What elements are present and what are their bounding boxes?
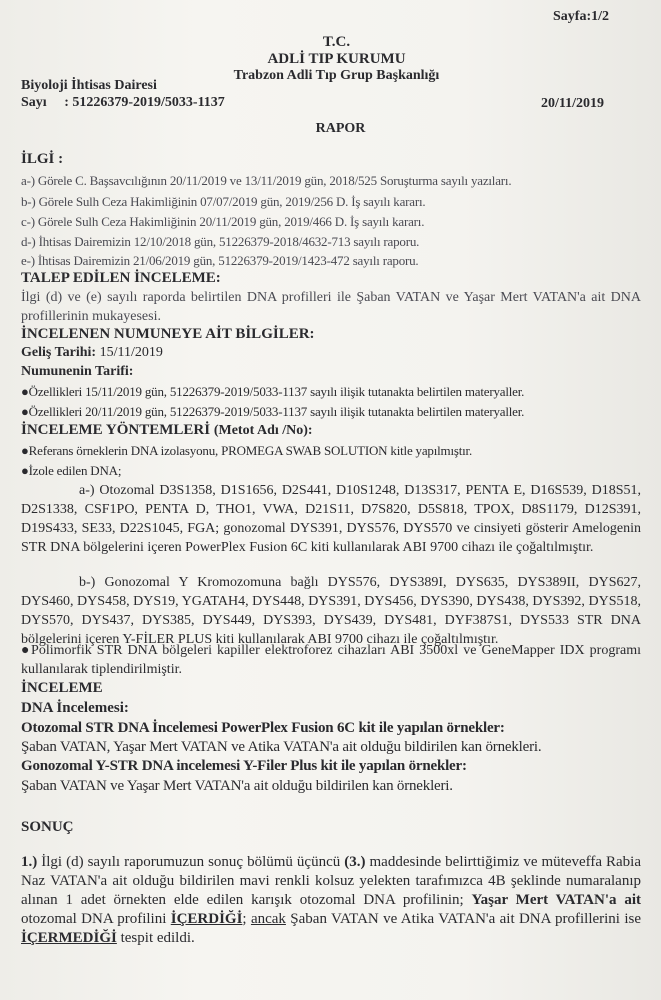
numune-item-2: ●Özellikleri 20/11/2019 gün, 51226379-2019/5033-1137 sayılı ilişik tutanakta belirtilen materyaller. bbox=[21, 404, 525, 419]
numune-item-1: ●Özellikleri 15/11/2019 gün, 51226379-2019/5033-1137 sayılı ilişik tutanakta belirtilen materyaller. bbox=[21, 384, 525, 399]
sonuc-part-e: otozomal DNA profilini bbox=[21, 911, 171, 927]
otozomal-heading: Otozomal STR DNA İncelemesi PowerPlex Fusion 6C kit ile yapılan örnekler: bbox=[21, 720, 505, 736]
header-tc: T.C. bbox=[322, 34, 351, 50]
header-number-value: : 51226379-2019/5033-1137 bbox=[64, 95, 225, 110]
yontem-heading-sub: (Metot Adı /No): bbox=[213, 423, 313, 438]
sonuc-part-a: İlgi (d) sayılı raporumuzun sonuç bölümü üçüncü bbox=[37, 854, 345, 870]
tarif-label: Numunenin Tarifi: bbox=[21, 364, 134, 379]
ilgi-heading: İLGİ : bbox=[21, 151, 64, 167]
header-number bbox=[21, 95, 225, 111]
gelis-value: 15/11/2019 bbox=[99, 345, 163, 360]
header-branch: Trabzon Adli Tıp Grup Başkanlığı bbox=[233, 68, 440, 83]
yontem-ref: ●Referans örneklerin DNA izolasyonu, PROMEGA SWAB SOLUTION kitle yapılmıştır. bbox=[21, 443, 473, 458]
yontem-izole: ●İzole edilen DNA; bbox=[21, 463, 122, 478]
sonuc-part-i: Şaban VATAN ve Atika VATAN'a ait DNA profillerini ise bbox=[285, 911, 641, 927]
sonuc-ancak: ancak bbox=[250, 911, 286, 927]
sonuc-heading: SONUÇ bbox=[21, 819, 74, 835]
header-institution: ADLİ TIP KURUMU bbox=[267, 51, 406, 67]
gelis-label: Geliş Tarihi: bbox=[21, 345, 97, 360]
yontem-poli: ●Polimorfik STR DNA bölgeleri kapiller elektroforez cihazları ABI 3500xl ve GeneMapper IDX programı kullanılarak tiplendirilmiştir. bbox=[21, 643, 641, 677]
page-number: Sayfa:1/2 bbox=[553, 9, 609, 24]
otozomal-text: Şaban VATAN, Yaşar Mert VATAN ve Atika VATAN'a ait olduğu bildirilen kan örnekleri. bbox=[21, 739, 542, 755]
report-title: RAPOR bbox=[315, 121, 366, 136]
header-number-label: Sayı bbox=[21, 95, 47, 110]
inceleme-heading: İNCELEME bbox=[21, 680, 103, 696]
sonuc-icerdigi: İÇERDİĞİ bbox=[170, 911, 243, 927]
yontem-b-text: b-) Gonozomal Y Kromozomuna bağlı DYS576, DYS389I, DYS635, DYS389II, DYS627, DYS460, DYS458, DYS19, YGATAH4, DYS448, DYS391, DYS456, DYS390, DYS438, DYS392, DYS518, DYS570, DYS437, DYS385, DYS449, DYS393, DYS439, DYS481, DYF387S1, DYS533 STR DNA bölgelerini içeren Y-FİLER PLUS kiti kullanılarak ABI 9700 cihazı ile çoğaltılmıştır. bbox=[21, 575, 641, 647]
sonuc-part-c: maddesinde belirttiğimiz ve müteveffa Rabia Naz VATAN'a ait olduğu bildirilen mavi renkli kolsuz yelekten tarafımızca 4B şeklinde numaralanıp alınan 1 adet örnekten elde edilen karışık otozomal DNA profilinin; bbox=[21, 854, 642, 908]
header-date: 20/11/2019 bbox=[541, 96, 605, 111]
sonuc-part-k: tespit edildi. bbox=[116, 930, 195, 946]
sonuc-part-g: ; bbox=[242, 911, 251, 927]
yontem-a-text: a-) Otozomal D3S1358, D1S1656, D2S441, D10S1248, D13S317, PENTA E, D16S539, D18S51, D2S1338, CSF1PO, PENTA D, THO1, VWA, D21S11, D7S820, D5S818, TPOX, D8S1179, D12S391, D19S433, SE33, D22S1045, FGA; gonozomal DYS391, DYS576, DYS570 ve cinsiyeti gösterir Amelogenin STR DNA bölgelerini içeren PowerPlex Fusion 6C kiti kullanılarak ABI 9700 cihazı ile çoğaltılmıştır. bbox=[21, 483, 641, 555]
gelis-tarihi bbox=[21, 345, 163, 361]
header-department: Biyoloji İhtisas Dairesi bbox=[21, 78, 157, 93]
y-heading: Gonozomal Y-STR DNA incelemesi Y-Filer Plus kit ile yapılan örnekler: bbox=[21, 758, 467, 774]
sonuc-icermedigi: İÇERMEDİĞİ bbox=[21, 930, 117, 946]
sonuc-paragraph bbox=[21, 853, 641, 948]
ilgi-item-c: c-) Görele Sulh Ceza Hakimliğinin 20/11/2019 gün, 2019/466 D. İş sayılı kararı. bbox=[21, 214, 425, 229]
ilgi-item-b: b-) Görele Sulh Ceza Hakimliğinin 07/07/2019 gün, 2019/256 D. İş sayılı kararı. bbox=[21, 194, 426, 209]
sonuc-num: 1.) bbox=[21, 854, 38, 870]
talep-heading: TALEP EDİLEN İNCELEME: bbox=[21, 270, 221, 286]
y-text: Şaban VATAN ve Yaşar Mert VATAN'a ait olduğu bildirilen kan örnekleri. bbox=[21, 778, 453, 794]
ilgi-item-a: a-) Görele C. Başsavcılığının 20/11/2019 ve 13/11/2019 gün, 2018/525 Soruşturma sayılı yazıları. bbox=[21, 173, 512, 188]
talep-text: İlgi (d) ve (e) sayılı raporda belirtilen DNA profilleri ile Şaban VATAN ve Yaşar Mert VATAN'a ait DNA profillerinin mukayesesi. bbox=[21, 290, 641, 324]
ilgi-item-e: e-) İhtisas Dairemizin 21/06/2019 gün, 51226379-2019/1423-472 sayılı raporu. bbox=[21, 253, 419, 268]
sonuc-madde: (3.) bbox=[344, 854, 366, 870]
sonuc-yasar: Yaşar Mert VATAN'a ait bbox=[471, 892, 641, 908]
dna-heading: DNA İncelemesi: bbox=[21, 700, 129, 716]
ilgi-item-d: d-) İhtisas Dairemizin 12/10/2018 gün, 51226379-2018/4632-713 sayılı raporu. bbox=[21, 234, 420, 249]
yontem-heading bbox=[21, 422, 313, 439]
numune-heading: İNCELENEN NUMUNEYE AİT BİLGİLER: bbox=[21, 326, 315, 342]
yontem-heading-main: İNCELEME YÖNTEMLERİ bbox=[21, 422, 211, 438]
